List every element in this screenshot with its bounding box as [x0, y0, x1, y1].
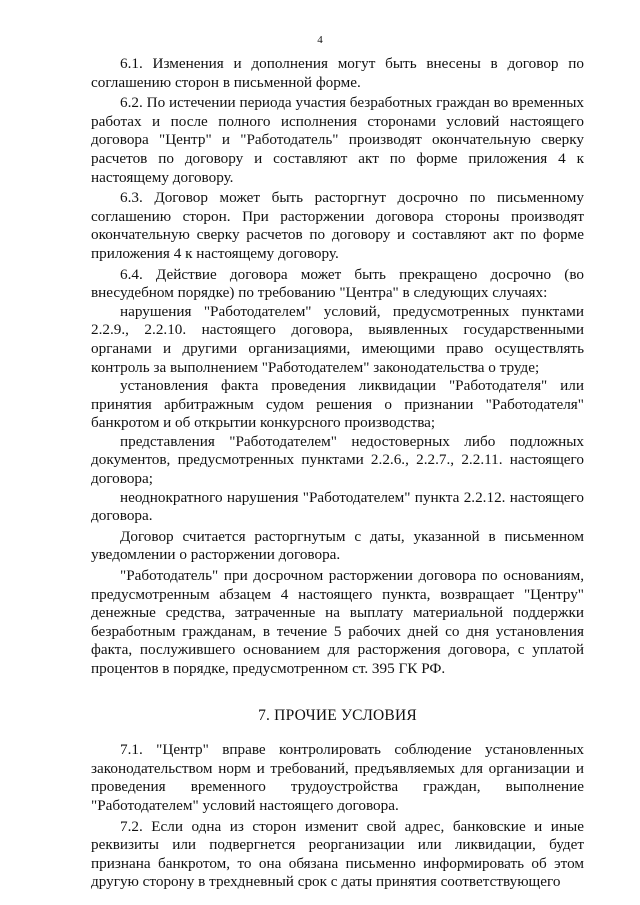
clause-7-1: 7.1. "Центр" вправе контролировать соблюдение установленных законодательством норм и требований, предъявляемых для организации и проведения временного трудоустройства граждан, выполнение "Работодателем" условий настоящего договора. — [91, 741, 584, 814]
clause-6-3: 6.3. Договор может быть расторгнут досрочно по письменному соглашению сторон. При расторжении договора стороны производят окончательную сверку расчетов по договору и составляют акт по форме приложения 4 к настоящему договору. — [91, 189, 584, 262]
termination-date-clause: Договор считается расторгнутым с даты, указанной в письменном уведомлении о расторжении договора. — [91, 527, 584, 564]
termination-case-4: неоднократного нарушения "Работодателем" пункта 2.2.12. настоящего договора. — [91, 488, 584, 525]
termination-case-1: нарушения "Работодателем" условий, предусмотренных пунктами 2.2.9., 2.2.10. настоящего договора, выявленных государственными органами и другими организациями, имеющими право осуществлять контроль за выполнением "Работодателем" законодательства о труде; — [91, 302, 584, 376]
clause-6-4: 6.4. Действие договора может быть прекращено досрочно (во внесудебном порядке) по требованию "Центра" в следующих случаях: — [91, 265, 584, 302]
document-body — [91, 55, 584, 892]
page-number: 4 — [317, 34, 323, 46]
termination-case-2: установления факта проведения ликвидации "Работодателя" или принятия арбитражным судом решения о признании "Работодателя" банкротом и об открытии конкурсного производства; — [91, 377, 584, 432]
clause-6-2: 6.2. По истечении периода участия безработных граждан во временных работах и после полного исполнения сторонами условий настоящего договора "Центр" и "Работодатель" производят окончательную сверку расчетов по договору и составляют акт по форме приложения 4 к настоящему договору. — [91, 94, 584, 186]
clause-7-2: 7.2. Если одна из сторон изменит свой адрес, банковские и иные реквизиты или подвергнется реорганизации или ликвидации, будет признана банкротом, то она обязана письменно информировать об этом другую сторону в трехдневный срок с даты принятия соответствующего — [91, 817, 584, 891]
section-7-heading: 7. ПРОЧИЕ УСЛОВИЯ — [258, 706, 417, 724]
termination-case-3: представления "Работодателем" недостоверных либо подложных документов, предусмотренных пунктами 2.2.6., 2.2.7., 2.2.11. настоящего договора; — [91, 432, 584, 488]
refund-clause: "Работодатель" при досрочном расторжении договора по основаниям, предусмотренным абзацем 4 настоящего пункта, возвращает "Центру" денежные средства, затраченные на выплату материальной поддержки безработным гражданам, в течение 5 рабочих дней со дня установления факта, послужившего основанием для расторжения договора, с уплатой процентов в порядке, предусмотренном ст. 395 ГК РФ. — [91, 567, 584, 677]
clause-6-1: 6.1. Изменения и дополнения могут быть внесены в договор по соглашению сторон в письменной форме. — [91, 55, 584, 91]
